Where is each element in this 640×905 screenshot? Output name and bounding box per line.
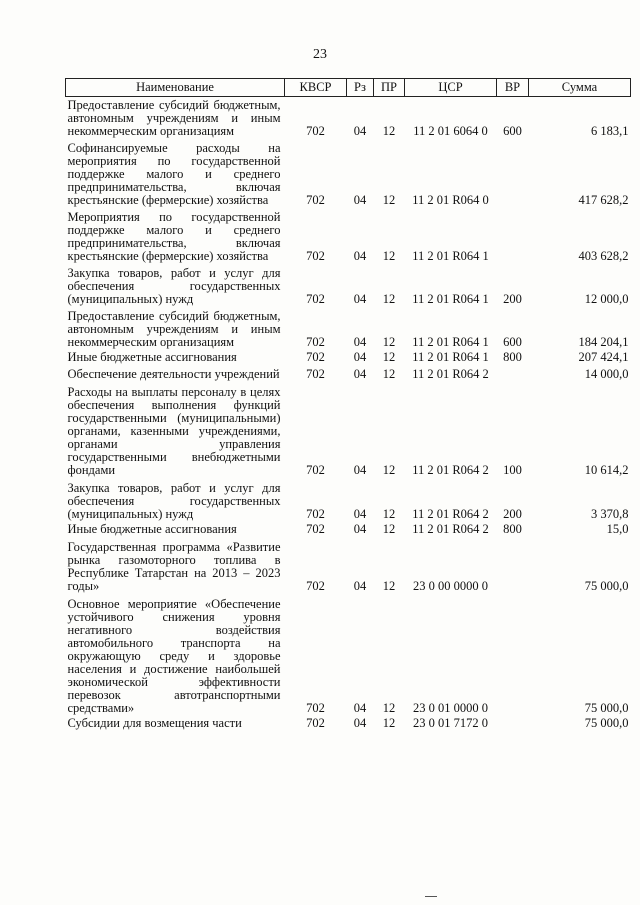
cell-name: Расходы на выплаты персоналу в целях обеспечения выполнения функций государственными (муниципальными) органами, казенными учреждениями, органами управления государственными внебюджетными фондами (67, 385, 281, 477)
cell-sum: 14 000,0 (584, 367, 629, 381)
cell-rz: 04 (353, 350, 367, 364)
cell-sum: 75 000,0 (584, 701, 629, 715)
cell-name: Обеспечение деятельности учреждений (67, 367, 280, 381)
cell-name: Государственная программа «Развитие рынка газомоторного топлива в Республике Татарстан на 2013 – 2023 годы» (67, 540, 281, 593)
cell-vr: 600 (503, 124, 522, 138)
table-row (66, 365, 631, 382)
cell-sum: 6 183,1 (591, 124, 629, 138)
table-row (66, 139, 631, 208)
cell-csr: 23 0 01 0000 0 (413, 701, 488, 715)
cell-rz: 04 (353, 507, 367, 521)
cell-csr: 23 0 00 0000 0 (413, 579, 488, 593)
table-row (66, 97, 631, 140)
page-number: 23 (313, 47, 327, 62)
cell-rz: 04 (353, 367, 367, 381)
cell-name: Предоставление субсидий бюджетным, автономным учреждениям и иным некоммерческим организациям (67, 309, 281, 349)
cell-sum: 75 000,0 (584, 579, 629, 593)
cell-kvsr: 702 (306, 716, 325, 730)
column-header-kvsr: КВСР (285, 79, 347, 97)
cell-kvsr: 702 (306, 292, 325, 306)
cell-rz: 04 (353, 124, 367, 138)
cell-pr: 12 (382, 716, 396, 730)
budget-table-body (66, 97, 631, 732)
cell-pr: 12 (382, 701, 396, 715)
cell-csr: 11 2 01 R064 1 (412, 350, 489, 364)
cell-sum: 3 370,8 (591, 507, 629, 521)
cell-name: Софинансируемые расходы на мероприятия по государственной поддержке малого и среднего предпринимательства, включая крестьянские (фермерские) хозяйства (67, 141, 281, 207)
cell-sum: 15,0 (606, 522, 629, 536)
cell-name: Мероприятия по государственной поддержке малого и среднего предпринимательства, включая крестьянские (фермерские) хозяйства (67, 210, 281, 263)
cell-csr: 11 2 01 6064 0 (413, 124, 488, 138)
cell-rz: 04 (353, 249, 367, 263)
cell-pr: 12 (382, 335, 396, 349)
cell-csr: 11 2 01 R064 0 (412, 193, 489, 207)
cell-pr: 12 (382, 367, 396, 381)
budget-table (65, 78, 631, 731)
cell-rz: 04 (353, 701, 367, 715)
table-row (66, 522, 631, 537)
column-header-name: Наименование (66, 79, 285, 97)
cell-csr: 11 2 01 R064 1 (412, 335, 489, 349)
cell-kvsr: 702 (306, 367, 325, 381)
table-row (66, 382, 631, 478)
cell-name: Предоставление субсидий бюджетным, автономным учреждениям и иным некоммерческим организациям (67, 98, 281, 138)
cell-sum: 207 424,1 (578, 350, 629, 364)
cell-sum: 184 204,1 (578, 335, 629, 349)
cell-pr: 12 (382, 507, 396, 521)
table-row (66, 350, 631, 365)
cell-vr: 200 (503, 292, 522, 306)
cell-pr: 12 (382, 292, 396, 306)
table-row (66, 478, 631, 522)
table-row (66, 537, 631, 594)
table-row (66, 716, 631, 731)
cell-csr: 11 2 01 R064 2 (412, 463, 489, 477)
cell-csr: 11 2 01 R064 2 (412, 367, 489, 381)
cell-csr: 23 0 01 7172 0 (413, 716, 488, 730)
table-row (66, 594, 631, 716)
cell-vr: 800 (503, 350, 522, 364)
cell-csr: 11 2 01 R064 1 (412, 249, 489, 263)
cell-rz: 04 (353, 463, 367, 477)
cell-name: Закупка товаров, работ и услуг для обеспечения государственных (муниципальных) нужд (67, 266, 281, 306)
cell-vr (497, 594, 529, 716)
column-header-vr: ВР (497, 79, 529, 97)
cell-sum: 403 628,2 (578, 249, 629, 263)
page-edge-mark (425, 896, 437, 897)
table-row (66, 307, 631, 350)
table-row (66, 208, 631, 264)
cell-vr (497, 365, 529, 382)
table-header-row (66, 79, 631, 97)
cell-sum: 75 000,0 (584, 716, 629, 730)
cell-vr: 800 (503, 522, 522, 536)
cell-pr: 12 (382, 522, 396, 536)
column-header-rz: Рз (347, 79, 374, 97)
cell-sum: 12 000,0 (584, 292, 629, 306)
cell-kvsr: 702 (306, 249, 325, 263)
cell-vr (497, 139, 529, 208)
cell-vr: 200 (503, 507, 522, 521)
cell-pr: 12 (382, 249, 396, 263)
cell-rz: 04 (353, 579, 367, 593)
cell-vr (497, 537, 529, 594)
cell-rz: 04 (353, 292, 367, 306)
cell-kvsr: 702 (306, 579, 325, 593)
cell-name: Субсидии для возмещения части (67, 716, 242, 730)
cell-name: Иные бюджетные ассигнования (67, 350, 237, 364)
cell-kvsr: 702 (306, 193, 325, 207)
cell-kvsr: 702 (306, 507, 325, 521)
cell-pr: 12 (382, 350, 396, 364)
cell-rz: 04 (353, 716, 367, 730)
cell-rz: 04 (353, 335, 367, 349)
cell-vr (497, 716, 529, 731)
cell-kvsr: 702 (306, 463, 325, 477)
cell-rz: 04 (353, 193, 367, 207)
cell-kvsr: 702 (306, 522, 325, 536)
cell-vr: 600 (503, 335, 522, 349)
cell-kvsr: 702 (306, 350, 325, 364)
cell-pr: 12 (382, 124, 396, 138)
cell-pr: 12 (382, 463, 396, 477)
cell-name: Иные бюджетные ассигнования (67, 522, 237, 536)
cell-csr: 11 2 01 R064 2 (412, 522, 489, 536)
cell-sum: 10 614,2 (584, 463, 629, 477)
cell-name: Закупка товаров, работ и услуг для обеспечения государственных (муниципальных) нужд (67, 481, 281, 521)
cell-csr: 11 2 01 R064 1 (412, 292, 489, 306)
cell-csr: 11 2 01 R064 2 (412, 507, 489, 521)
cell-kvsr: 702 (306, 701, 325, 715)
cell-kvsr: 702 (306, 124, 325, 138)
cell-kvsr: 702 (306, 335, 325, 349)
cell-vr: 100 (503, 463, 522, 477)
cell-rz: 04 (353, 522, 367, 536)
column-header-csr: ЦСР (405, 79, 497, 97)
cell-sum: 417 628,2 (578, 193, 629, 207)
column-header-pr: ПР (374, 79, 405, 97)
cell-vr (497, 208, 529, 264)
table-row (66, 264, 631, 307)
cell-pr: 12 (382, 579, 396, 593)
cell-pr: 12 (382, 193, 396, 207)
column-header-sum: Сумма (529, 79, 631, 97)
cell-name: Основное мероприятие «Обеспечение устойчивого снижения уровня негативного воздействия автомобильного транспорта на окружающую среду и здоровье населения и достижение наибольшей экономической эффективности перевозок автотранспортными средствами» (67, 597, 281, 715)
